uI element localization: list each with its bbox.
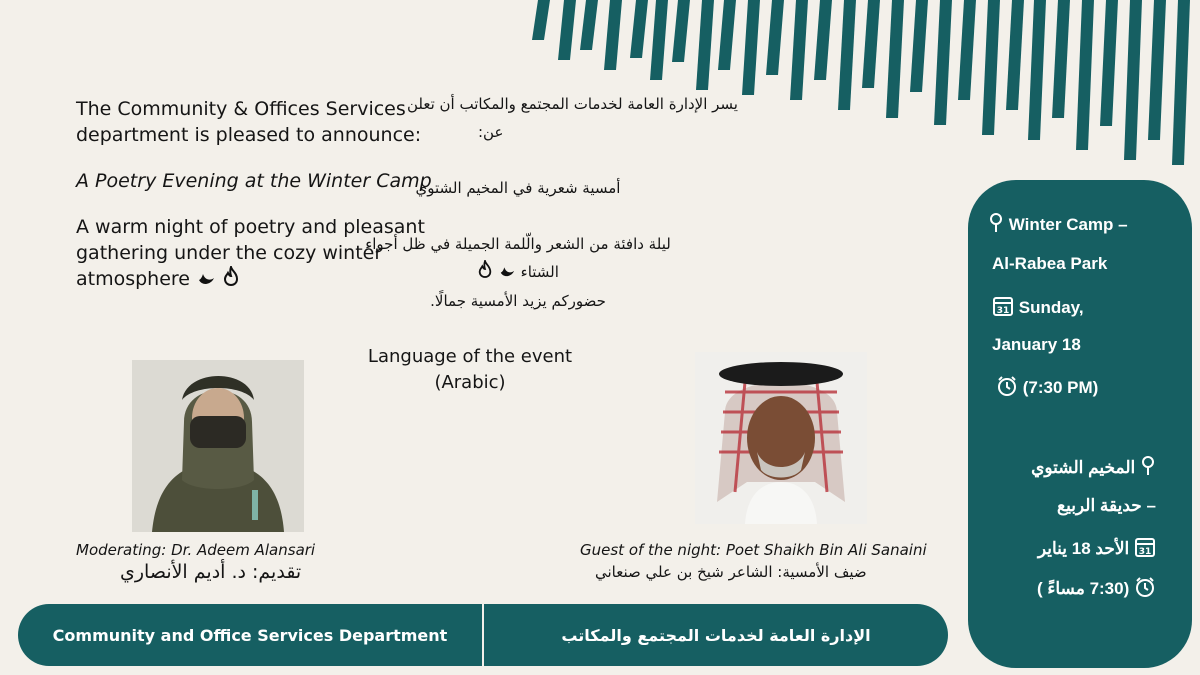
arabic-description-line2-wrap — [298, 258, 738, 287]
date-en-row — [992, 295, 1084, 322]
alarm-clock-icon — [1134, 576, 1156, 603]
language-value: (Arabic) — [434, 372, 506, 393]
arabic-description-line1: ليلة دافئة من الشعر والّلمة الجميلة في ظل أجواء — [365, 235, 671, 253]
stripe — [580, 0, 598, 50]
stripe — [934, 0, 952, 125]
english-intro: The Community & Offices Services department is pleased to announce: — [76, 98, 422, 146]
stripe — [1028, 0, 1046, 140]
guest-caption-ar: ضيف الأمسية: الشاعر شيخ بن علي صنعاني — [595, 563, 867, 581]
stripe — [838, 0, 856, 110]
stripe — [532, 0, 550, 40]
guest-caption-en: Guest of the night: Poet Shaikh Bin Ali Sanaini — [580, 541, 927, 559]
stripe — [886, 0, 904, 118]
stripe — [1052, 0, 1070, 118]
stripe — [790, 0, 808, 100]
stripe — [958, 0, 976, 100]
moderator-photo — [132, 360, 304, 532]
footer-department-ar: الإدارة العامة لخدمات المجتمع والمكاتب — [561, 625, 871, 645]
stripe — [814, 0, 832, 80]
date-en-line2: January 18 — [992, 335, 1081, 354]
stripe — [742, 0, 760, 95]
stripe — [650, 0, 668, 80]
fire-icon — [477, 259, 493, 287]
guest-photo — [695, 352, 867, 524]
stripe — [1076, 0, 1094, 150]
moderator-caption-en: Moderating: Dr. Adeem Alansari — [76, 541, 316, 559]
stripe — [558, 0, 576, 60]
language-label: Language of the event — [367, 346, 573, 367]
location-en-line2: Al-Rabea Park — [992, 254, 1108, 273]
alarm-clock-icon — [996, 375, 1018, 402]
arabic-description-line2: الشتاء — [520, 263, 559, 281]
footer-department-en: Community and Office Services Department — [52, 625, 448, 645]
english-title: A Poetry Evening at the Winter Camp — [76, 170, 432, 192]
stripe — [862, 0, 880, 88]
location-pin-icon — [988, 213, 1004, 238]
calendar-icon — [992, 295, 1014, 322]
calendar-day: 31 — [996, 306, 1010, 316]
moderator-caption-ar: تقديم: د. أديم الأنصاري — [120, 561, 302, 583]
arabic-announcement — [298, 90, 738, 315]
event-details-panel — [968, 180, 1192, 668]
calendar-icon — [1134, 536, 1156, 563]
arabic-intro-line1: يسر الإدارة العامة لخدمات المجتمع والمكاتب أن تعلن — [406, 95, 738, 113]
moon-icon — [498, 259, 516, 287]
location-en-line1: Winter Camp – — [1008, 214, 1128, 234]
stripe — [766, 0, 784, 75]
stripe — [672, 0, 690, 62]
arabic-title: أمسية شعرية في المخيم الشتوي — [415, 179, 621, 197]
stripe — [1124, 0, 1142, 160]
english-description: A warm night of poetry and pleasant gathering under the cozy winter atmosphere — [76, 216, 425, 290]
location-en-row — [988, 213, 1128, 238]
date-ar-row — [1038, 536, 1156, 563]
calendar-day: 31 — [1138, 547, 1152, 557]
fire-icon — [222, 266, 240, 293]
time-en: (7:30 PM) — [1022, 377, 1099, 397]
time-ar-row — [1037, 576, 1156, 603]
date-ar: الأحد 18 يناير — [1037, 538, 1130, 558]
arabic-intro-line2: عن: — [478, 123, 504, 141]
stripe — [1172, 0, 1190, 165]
stripe — [982, 0, 1000, 135]
location-ar-row — [1031, 456, 1156, 481]
footer-banner — [18, 604, 948, 666]
stripe — [1006, 0, 1024, 110]
stripe — [696, 0, 714, 90]
stripe — [910, 0, 928, 92]
stripe — [630, 0, 648, 58]
stripe — [604, 0, 622, 70]
location-ar-line2: – حديقة الربيع — [1057, 496, 1156, 515]
stripe — [1100, 0, 1118, 126]
time-ar: (7:30 مساءً ) — [1037, 578, 1130, 598]
arabic-closing: حضوركم يزيد الأمسية جمالًا. — [430, 291, 606, 310]
moon-icon — [196, 267, 216, 293]
location-ar-line1: المخيم الشتوي — [1031, 457, 1136, 477]
stripe — [1148, 0, 1166, 140]
event-language — [340, 344, 600, 396]
stripe — [718, 0, 736, 70]
time-en-row — [996, 375, 1098, 402]
date-en-line1: Sunday, — [1018, 297, 1084, 317]
location-pin-icon — [1140, 456, 1156, 481]
